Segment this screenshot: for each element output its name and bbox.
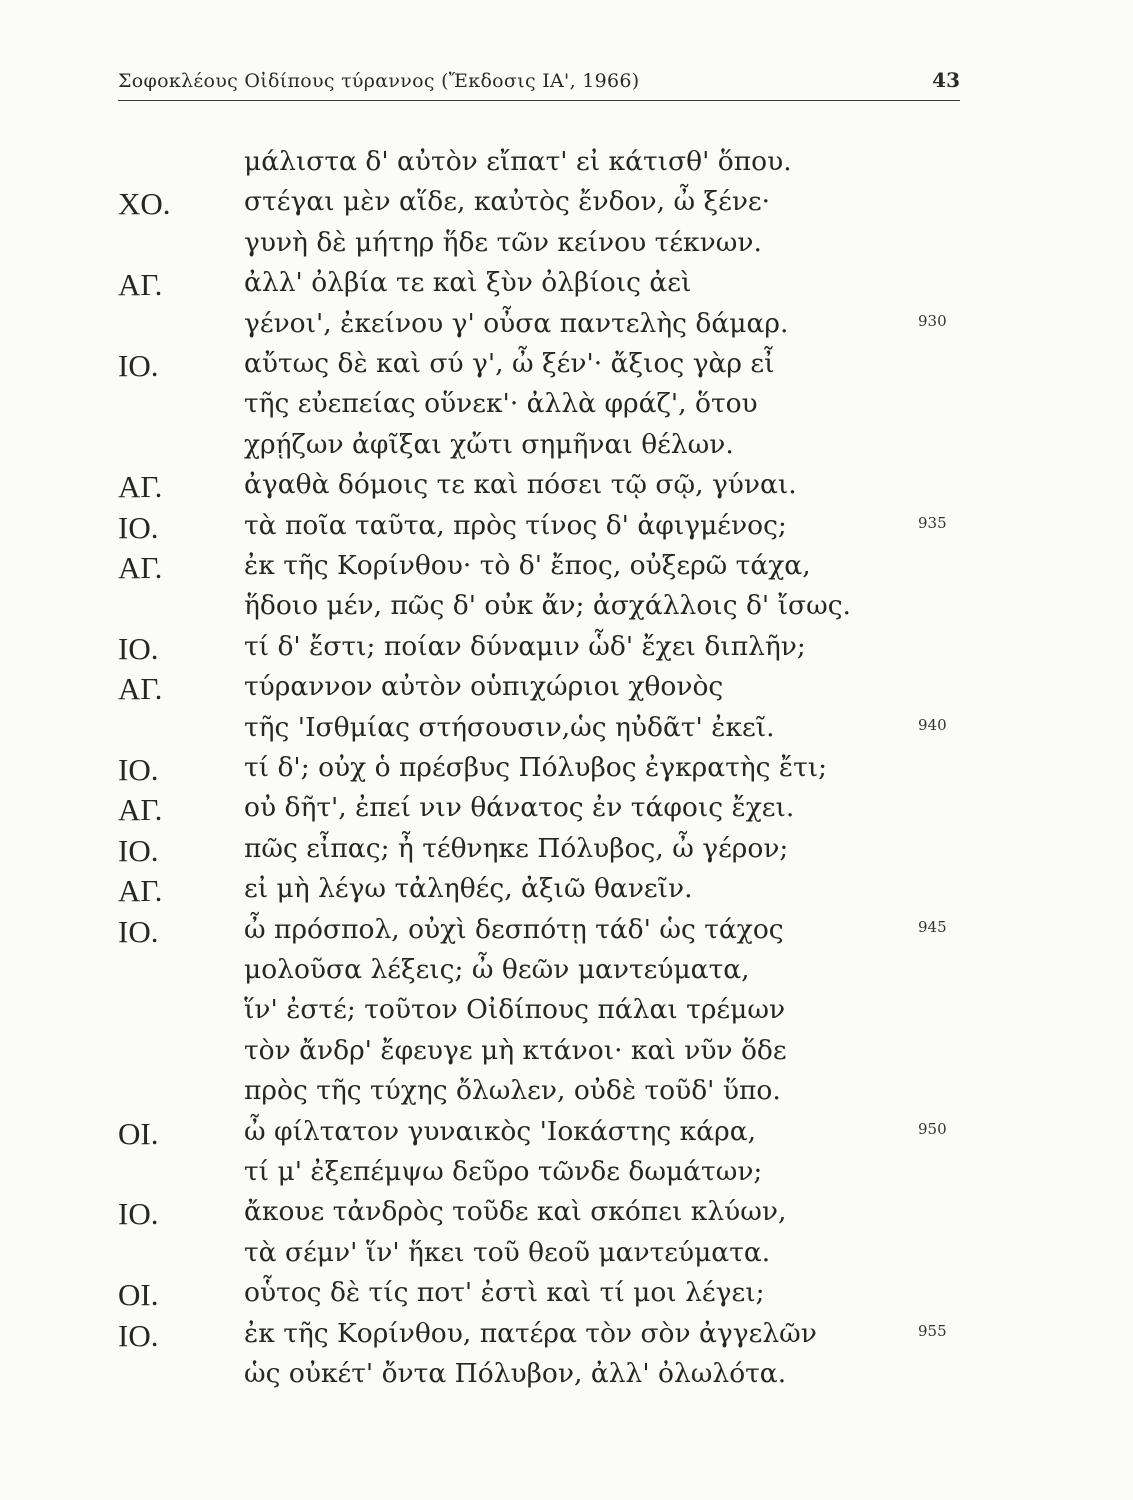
verse-line [0,267,1133,311]
speaker-label: ΙΟ. [118,509,159,545]
speaker-label: ΟΙ. [118,1277,159,1313]
speaker-label: ΑΓ. [118,792,163,828]
verse-text-line: πῶς εἶπας; ἦ τέθνηκε Πόλυβος, ὦ γέρον; [244,832,789,864]
verse-line [0,550,1133,594]
speaker-label: ΙΟ. [118,913,159,949]
verse-line [0,954,1133,998]
verse-text-line: ἀλλ' ὀλβία τε καὶ ξὺν ὀλβίοις ἀεὶ [244,267,692,299]
verse-text-line: τῆς εὐεπείας οὕνεκ'· ἀλλὰ φράζ', ὅτου [244,388,758,420]
speaker-label: ΑΓ. [118,550,163,585]
verse-line [0,712,1133,756]
verse-text-line: ἀγαθὰ δόμοις τε καὶ πόσει τῷ σῷ, γύναι. [244,469,797,501]
speaker-label: ΑΓ. [118,469,163,505]
verse-text-line: οὗτος δὲ τίς ποτ' ἐστὶ καὶ τί μοι λέγει; [244,1277,765,1309]
verse-line [0,429,1133,473]
verse-text-line: ὦ πρόσπολ, οὐχὶ δεσπότῃ τάδ' ὡς τάχος [244,913,784,945]
verse-line [0,1156,1133,1200]
page-number: 43 [932,68,960,92]
header-title: Σοφοκλέους Οἰδίπους τύραννος (Ἔκδοσις ΙΑ', 1966) [118,70,640,92]
verse-line [0,671,1133,715]
speaker-label: ΙΟ. [118,1317,159,1353]
verse-line [0,914,1133,958]
verse-line [0,792,1133,836]
verse-line [0,227,1133,271]
verse-text-line: μολοῦσα λέξεις; ὦ θεῶν μαντεύματα, [244,954,750,985]
verse-text-line: ἥδοιο μέν, πῶς δ' οὐκ ἄν; ἀσχάλλοις δ' ἴσως. [244,590,851,622]
verse-line [0,631,1133,675]
line-number: 945 [918,917,947,936]
verse-line [0,186,1133,230]
verse-text-line: εἰ μὴ λέγω τἀληθές, ἀξιῶ θανεῖν. [244,873,693,905]
speaker-label: ΟΙ. [118,1115,159,1151]
line-number: 930 [918,311,947,330]
verse-line [0,1237,1133,1281]
verse-text-line: ὦ φίλτατον γυναικὸς 'Ιοκάστης κάρα, [244,1115,757,1147]
verse-text-line: γένοι', ἐκείνου γ' οὖσα παντελὴς δάμαρ. [244,307,789,339]
verse-line [0,1277,1133,1321]
line-number: 950 [918,1119,947,1138]
speaker-label: ΙΟ. [118,348,159,383]
verse-text-line: τὸν ἄνδρ' ἔφευγε μὴ κτάνοι· καὶ νῦν ὅδε [244,1034,787,1066]
speaker-label: ΧΟ. [118,186,171,222]
verse-line [0,752,1133,796]
verse-text-line: ἄκουε τἀνδρὸς τοῦδε καὶ σκόπει κλύων, [244,1196,787,1228]
verse-line [0,873,1133,917]
verse-text-line: τὰ σέμν' ἵν' ἥκει τοῦ θεοῦ μαντεύματα. [244,1236,771,1268]
verse-line [0,994,1133,1038]
verse-text-line: ἐκ τῆς Κορίνθου· τὸ δ' ἔπος, οὐξερῶ τάχα, [244,550,811,581]
verse-line [0,388,1133,432]
speaker-label: ΑΓ. [118,873,163,909]
verse-text-line: αὔτως δὲ καὶ σύ γ', ὦ ξέν'· ἄξιος γὰρ εἶ [244,348,775,379]
verse-text-line: στέγαι μὲν αἵδε, καὐτὸς ἔνδον, ὦ ξένε· [244,186,771,218]
verse-text-line: μάλιστα δ' αὐτὸν εἴπατ' εἰ κάτισθ' ὅπου. [244,146,792,177]
verse-line [0,308,1133,352]
verse-line [0,469,1133,513]
line-number: 935 [918,513,947,532]
verse-line [0,1075,1133,1119]
verse-line [0,1196,1133,1240]
verse-line [0,510,1133,554]
speaker-label: ΑΓ. [118,267,163,303]
verse-text-line: τὰ ποῖα ταῦτα, πρὸς τίνος δ' ἀφιγμένος; [244,509,787,541]
verse-text-line: τί μ' ἐξεπέμψω δεῦρο τῶνδε δωμάτων; [244,1156,763,1187]
verse-line [0,1318,1133,1362]
verse-text-line: γυνὴ δὲ μήτηρ ἥδε τῶν κείνου τέκνων. [244,226,762,258]
verse-line [0,1116,1133,1160]
speaker-label: ΙΟ. [118,752,159,787]
verse-line [0,348,1133,392]
verse-line [0,1358,1133,1402]
verse-text-line: τύραννον αὐτὸν οὑπιχώριοι χθονὸς [244,671,724,703]
speaker-label: ΙΟ. [118,832,159,868]
verse-line [0,146,1133,190]
verse-text-line: ὡς οὐκέτ' ὄντα Πόλυβον, ἀλλ' ὀλωλότα. [244,1358,787,1389]
speaker-label: ΙΟ. [118,1196,159,1232]
verse-text-line: πρὸς τῆς τύχης ὄλωλεν, οὐδὲ τοῦδ' ὕπο. [244,1075,781,1107]
speaker-label: ΑΓ. [118,671,163,707]
line-number: 940 [918,715,947,734]
verse-text-line: χρῄζων ἀφῖξαι χὤτι σημῆναι θέλων. [244,428,734,460]
verse-line [0,1035,1133,1079]
verse-text-line: οὐ δῆτ', ἐπεί νιν θάνατος ἐν τάφοις ἔχει. [244,792,795,824]
verse-text-line: ἵν' ἐστέ; τοῦτον Οἰδίπους πάλαι τρέμων [244,994,786,1026]
verse-line [0,590,1133,634]
speaker-label: ΙΟ. [118,630,159,666]
verse-text-line: τί δ'; οὐχ ὁ πρέσβυς Πόλυβος ἐγκρατὴς ἔτι; [244,752,828,783]
line-number: 955 [918,1321,947,1340]
verse-text-line: τῆς 'Ισθμίας στήσουσιν,ὡς ηὐδᾶτ' ἐκεῖ. [244,711,775,743]
verse-line [0,833,1133,877]
verse-text-line: ἐκ τῆς Κορίνθου, πατέρα τὸν σὸν ἀγγελῶν [244,1317,817,1349]
verse-text-line: τί δ' ἔστι; ποίαν δύναμιν ὧδ' ἔχει διπλῆν; [244,630,806,662]
